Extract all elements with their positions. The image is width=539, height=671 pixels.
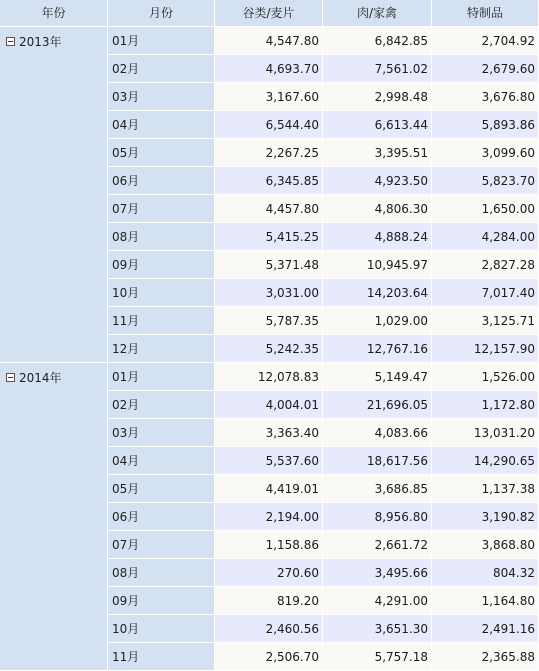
meat-poultry-value-cell[interactable]: 4,923.50	[323, 167, 432, 195]
table-row[interactable]	[108, 139, 539, 167]
month-cell: 06月	[108, 167, 215, 195]
year-group-cell	[0, 363, 108, 671]
specialty-value-cell[interactable]: 804.32	[432, 559, 539, 587]
table-row[interactable]	[108, 251, 539, 279]
specialty-value-cell[interactable]: 12,157.90	[432, 335, 539, 363]
meat-poultry-value-cell[interactable]: 8,956.80	[323, 503, 432, 531]
table-row[interactable]	[108, 27, 539, 55]
month-cell: 04月	[108, 111, 215, 139]
cereals-value-cell[interactable]: 4,457.80	[215, 195, 323, 223]
header-meat-poultry[interactable]: 肉/家禽	[323, 0, 432, 27]
specialty-value-cell[interactable]: 3,868.80	[432, 531, 539, 559]
table-row[interactable]	[108, 615, 539, 643]
meat-poultry-value-cell[interactable]: 2,661.72	[323, 531, 432, 559]
meat-poultry-value-cell[interactable]: 3,495.66	[323, 559, 432, 587]
month-cell: 12月	[108, 335, 215, 363]
cereals-value-cell[interactable]: 4,693.70	[215, 55, 323, 83]
cereals-value-cell[interactable]: 4,547.80	[215, 27, 323, 55]
meat-poultry-value-cell[interactable]: 5,149.47	[323, 363, 432, 391]
table-row[interactable]	[108, 307, 539, 335]
cereals-value-cell[interactable]: 819.20	[215, 587, 323, 615]
meat-poultry-value-cell[interactable]: 4,083.66	[323, 419, 432, 447]
specialty-value-cell[interactable]: 2,827.28	[432, 251, 539, 279]
table-row[interactable]	[108, 167, 539, 195]
meat-poultry-value-cell[interactable]: 3,651.30	[323, 615, 432, 643]
specialty-value-cell[interactable]: 14,290.65	[432, 447, 539, 475]
specialty-value-cell[interactable]: 2,679.60	[432, 55, 539, 83]
month-cell: 05月	[108, 139, 215, 167]
cereals-value-cell[interactable]: 6,345.85	[215, 167, 323, 195]
cereals-value-cell[interactable]: 2,506.70	[215, 643, 323, 671]
cereals-value-cell[interactable]: 12,078.83	[215, 363, 323, 391]
table-row[interactable]	[108, 363, 539, 391]
table-row[interactable]	[108, 335, 539, 363]
meat-poultry-value-cell[interactable]: 18,617.56	[323, 447, 432, 475]
table-row[interactable]	[108, 419, 539, 447]
month-cell: 01月	[108, 363, 215, 391]
cereals-value-cell[interactable]: 270.60	[215, 559, 323, 587]
month-cell: 02月	[108, 391, 215, 419]
table-row[interactable]	[108, 223, 539, 251]
table-row[interactable]	[108, 55, 539, 83]
cereals-value-cell[interactable]: 2,267.25	[215, 139, 323, 167]
month-cell: 09月	[108, 251, 215, 279]
collapse-minus-icon[interactable]	[6, 37, 15, 46]
specialty-value-cell[interactable]: 1,164.80	[432, 587, 539, 615]
cereals-value-cell[interactable]: 5,787.35	[215, 307, 323, 335]
cereals-value-cell[interactable]: 2,194.00	[215, 503, 323, 531]
header-cereals[interactable]: 谷类/麦片	[215, 0, 323, 27]
meat-poultry-value-cell[interactable]: 3,395.51	[323, 139, 432, 167]
meat-poultry-value-cell[interactable]: 1,029.00	[323, 307, 432, 335]
specialty-value-cell[interactable]: 3,099.60	[432, 139, 539, 167]
specialty-value-cell[interactable]: 3,125.71	[432, 307, 539, 335]
table-row[interactable]	[108, 195, 539, 223]
year-text: 2014年	[19, 371, 62, 385]
meat-poultry-value-cell[interactable]: 21,696.05	[323, 391, 432, 419]
table-row[interactable]	[108, 643, 539, 671]
specialty-value-cell[interactable]: 5,893.86	[432, 111, 539, 139]
year-group-cell	[0, 27, 108, 363]
cereals-value-cell[interactable]: 5,415.25	[215, 223, 323, 251]
specialty-value-cell[interactable]: 13,031.20	[432, 419, 539, 447]
cereals-value-cell[interactable]: 5,537.60	[215, 447, 323, 475]
header-specialty[interactable]: 特制品	[432, 0, 539, 27]
header-month[interactable]: 月份	[108, 0, 215, 27]
meat-poultry-value-cell[interactable]: 2,998.48	[323, 83, 432, 111]
collapse-minus-icon[interactable]	[6, 373, 15, 382]
year-text: 2013年	[19, 35, 62, 49]
meat-poultry-value-cell[interactable]: 4,888.24	[323, 223, 432, 251]
table-row[interactable]	[108, 559, 539, 587]
table-row[interactable]	[108, 587, 539, 615]
month-cell: 03月	[108, 419, 215, 447]
specialty-value-cell[interactable]: 2,704.92	[432, 27, 539, 55]
cereals-value-cell[interactable]: 4,004.01	[215, 391, 323, 419]
month-cell: 07月	[108, 195, 215, 223]
cereals-value-cell[interactable]: 3,031.00	[215, 279, 323, 307]
table-row[interactable]	[108, 111, 539, 139]
meat-poultry-value-cell[interactable]: 4,291.00	[323, 587, 432, 615]
month-cell: 09月	[108, 587, 215, 615]
table-row[interactable]	[108, 83, 539, 111]
header-year[interactable]: 年份	[0, 0, 108, 27]
cereals-value-cell[interactable]: 5,242.35	[215, 335, 323, 363]
meat-poultry-value-cell[interactable]: 14,203.64	[323, 279, 432, 307]
meat-poultry-value-cell[interactable]: 6,842.85	[323, 27, 432, 55]
month-cell: 05月	[108, 475, 215, 503]
table-row[interactable]	[108, 391, 539, 419]
month-cell: 08月	[108, 559, 215, 587]
specialty-value-cell[interactable]: 1,526.00	[432, 363, 539, 391]
year-group-label	[6, 33, 62, 50]
month-cell: 07月	[108, 531, 215, 559]
cereals-value-cell[interactable]: 1,158.86	[215, 531, 323, 559]
meat-poultry-value-cell[interactable]: 10,945.97	[323, 251, 432, 279]
cereals-value-cell[interactable]: 3,363.40	[215, 419, 323, 447]
cereals-value-cell[interactable]: 2,460.56	[215, 615, 323, 643]
month-cell: 08月	[108, 223, 215, 251]
month-cell: 11月	[108, 643, 215, 671]
specialty-value-cell[interactable]: 1,172.80	[432, 391, 539, 419]
meat-poultry-value-cell[interactable]: 12,767.16	[323, 335, 432, 363]
month-cell: 11月	[108, 307, 215, 335]
specialty-value-cell[interactable]: 3,676.80	[432, 83, 539, 111]
specialty-value-cell[interactable]: 2,491.16	[432, 615, 539, 643]
cereals-value-cell[interactable]: 3,167.60	[215, 83, 323, 111]
month-cell: 10月	[108, 615, 215, 643]
meat-poultry-value-cell[interactable]: 3,686.85	[323, 475, 432, 503]
specialty-value-cell[interactable]: 1,137.38	[432, 475, 539, 503]
table-row[interactable]	[108, 475, 539, 503]
month-cell: 01月	[108, 27, 215, 55]
meat-poultry-value-cell[interactable]: 6,613.44	[323, 111, 432, 139]
meat-poultry-value-cell[interactable]: 4,806.30	[323, 195, 432, 223]
meat-poultry-value-cell[interactable]: 5,757.18	[323, 643, 432, 671]
month-cell: 03月	[108, 83, 215, 111]
cereals-value-cell[interactable]: 4,419.01	[215, 475, 323, 503]
cereals-value-cell[interactable]: 6,544.40	[215, 111, 323, 139]
specialty-value-cell[interactable]: 2,365.88	[432, 643, 539, 671]
table-row[interactable]	[108, 531, 539, 559]
month-cell: 04月	[108, 447, 215, 475]
table-row[interactable]	[108, 279, 539, 307]
year-group-label	[6, 369, 62, 386]
month-cell: 10月	[108, 279, 215, 307]
table-row[interactable]	[108, 447, 539, 475]
specialty-value-cell[interactable]: 7,017.40	[432, 279, 539, 307]
month-cell: 02月	[108, 55, 215, 83]
month-cell: 06月	[108, 503, 215, 531]
specialty-value-cell[interactable]: 3,190.82	[432, 503, 539, 531]
meat-poultry-value-cell[interactable]: 7,561.02	[323, 55, 432, 83]
specialty-value-cell[interactable]: 4,284.00	[432, 223, 539, 251]
specialty-value-cell[interactable]: 1,650.00	[432, 195, 539, 223]
specialty-value-cell[interactable]: 5,823.70	[432, 167, 539, 195]
cereals-value-cell[interactable]: 5,371.48	[215, 251, 323, 279]
table-row[interactable]	[108, 503, 539, 531]
